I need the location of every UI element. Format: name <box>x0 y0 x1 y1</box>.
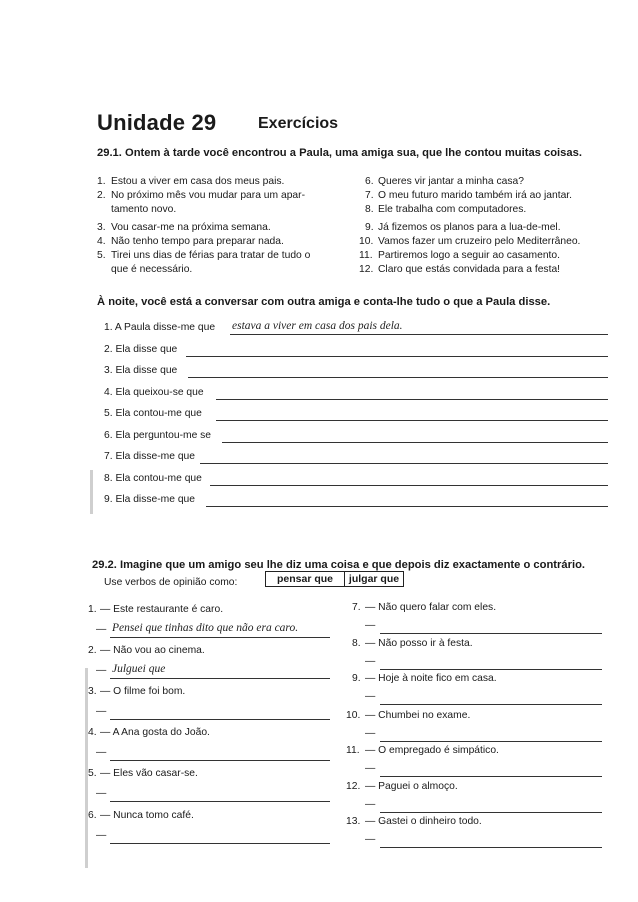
answer-line[interactable] <box>186 356 608 357</box>
reply-line[interactable] <box>110 719 330 720</box>
handwritten-reply: Julguei que <box>112 663 166 675</box>
reply-dash: — <box>365 620 376 631</box>
statement-number: 6. <box>365 176 374 187</box>
reply-line[interactable] <box>380 741 602 742</box>
statement-number: 8. <box>365 204 374 215</box>
statement-text: Vamos fazer um cruzeiro pelo Mediterrâneo. <box>378 236 581 247</box>
reply-dash: — <box>96 665 107 676</box>
dialogue-prompt: — Não quero falar com eles. <box>365 602 497 613</box>
reply-dash: — <box>365 834 376 845</box>
sentence-prompt: 7. Ela disse-me que <box>104 451 196 462</box>
unit-title: Unidade 29 <box>97 110 217 135</box>
dialogue-number: 5. <box>88 768 97 779</box>
statement-text: Não tenho tempo para preparar nada. <box>111 236 284 247</box>
dialogue-prompt: — Eles vão casar-se. <box>100 768 198 779</box>
sentence-prompt: 4. Ela queixou-se que <box>104 386 204 398</box>
reply-line[interactable] <box>110 637 330 638</box>
dialogue-prompt: — Gastei o dinheiro todo. <box>365 816 482 827</box>
reply-dash: — <box>365 691 376 702</box>
statement-text: tamento novo. <box>111 204 177 215</box>
reply-dash: — <box>365 799 376 810</box>
handwritten-answer: estava a viver em casa dos pais dela. <box>232 320 403 332</box>
reply-line[interactable] <box>380 812 602 813</box>
statement-number: 9. <box>365 222 374 233</box>
answer-line[interactable] <box>216 399 608 400</box>
statement-number: 2. <box>97 190 106 201</box>
answer-line[interactable] <box>188 377 608 378</box>
statement-text: Estou a viver em casa dos meus pais. <box>111 176 285 187</box>
reply-line[interactable] <box>380 633 602 634</box>
statement-number: 5. <box>97 250 106 261</box>
dialogue-number: 4. <box>88 727 97 738</box>
dialogue-prompt: — Paguei o almoço. <box>365 781 458 792</box>
statement-text: que é necessário. <box>111 264 193 275</box>
reply-line[interactable] <box>380 776 602 777</box>
answer-line[interactable] <box>206 506 608 507</box>
reply-line[interactable] <box>110 843 330 844</box>
statement-number: 7. <box>365 190 374 201</box>
dialogue-prompt: — O filme foi bom. <box>100 686 186 697</box>
dialogue-number: 10. <box>346 710 361 721</box>
reply-dash: — <box>96 830 107 841</box>
statement-number: 11. <box>359 250 373 261</box>
reply-line[interactable] <box>380 704 602 705</box>
statement-number: 1. <box>97 176 106 187</box>
reply-dash: — <box>365 763 376 774</box>
reply-line[interactable] <box>110 678 330 679</box>
statement-text: Ele trabalha com computadores. <box>378 204 527 215</box>
statement-number: 10. <box>359 236 374 247</box>
reply-dash: — <box>96 624 107 635</box>
statement-text: Já fizemos os planos para a lua-de-mel. <box>378 222 561 233</box>
dialogue-number: 3. <box>88 686 97 697</box>
reply-dash: — <box>96 747 107 758</box>
answer-line[interactable] <box>210 485 608 486</box>
dialogue-prompt: — Não vou ao cinema. <box>100 645 205 656</box>
sentence-prompt: 5. Ela contou-me que <box>104 408 202 419</box>
dialogue-prompt: — Não posso ir à festa. <box>365 638 473 649</box>
reply-dash: — <box>365 656 376 667</box>
sentence-prompt: 8. Ela contou-me que <box>104 472 202 484</box>
reply-dash: — <box>365 728 376 739</box>
dialogue-number: 1. <box>88 604 97 615</box>
statement-text: Vou casar-me na próxima semana. <box>111 222 271 233</box>
sentence-prompt: 1. A Paula disse-me que <box>104 322 216 333</box>
dialogue-number: 9. <box>352 673 361 684</box>
answer-line[interactable] <box>200 463 608 464</box>
answer-line[interactable] <box>216 420 608 421</box>
statement-text: Queres vir jantar a minha casa? <box>378 176 524 187</box>
statement-text: Partiremos logo a seguir ao casamento. <box>378 250 561 261</box>
statement-text: Tirei uns dias de férias para tratar de tudo o <box>111 250 311 261</box>
reply-line[interactable] <box>110 760 330 761</box>
sentence-prompt: 6. Ela perguntou-me se <box>104 429 212 441</box>
sentence-prompt: 3. Ela disse que <box>104 365 178 376</box>
reply-dash: — <box>96 706 107 717</box>
dialogue-number: 13. <box>346 816 361 827</box>
dialogue-number: 2. <box>88 645 97 656</box>
verb-box-julgar: julgar que <box>344 571 404 587</box>
statement-number: 3. <box>97 222 106 233</box>
dialogue-prompt: — Hoje à noite fico em casa. <box>365 673 497 684</box>
statement-text: No próximo mês vou mudar para um apar- <box>111 190 306 201</box>
scan-edge-mark-2 <box>85 668 88 868</box>
exercise-1-heading: 29.1. Ontem à tarde você encontrou a Paula, uma amiga sua, que lhe contou muitas coisas. <box>97 147 582 159</box>
sentence-prompt: 9. Ela disse-me que <box>104 494 196 505</box>
statement-text: Claro que estás convidada para a festa! <box>378 264 561 275</box>
dialogue-number: 12. <box>346 781 361 792</box>
reply-dash: — <box>96 788 107 799</box>
dialogue-number: 6. <box>88 810 97 821</box>
exercise-1-subheading: À noite, você está a conversar com outra amiga e conta-lhe tudo o que a Paula disse. <box>97 296 551 308</box>
reply-line[interactable] <box>110 801 330 802</box>
dialogue-prompt: — O empregado é simpático. <box>365 745 499 756</box>
handwritten-reply: Pensei que tinhas dito que não era caro. <box>112 622 299 634</box>
verb-box-pensar: pensar que <box>265 571 345 587</box>
dialogue-number: 8. <box>352 638 361 649</box>
dialogue-number: 7. <box>352 602 361 613</box>
exercise-2-heading: 29.2. Imagine que um amigo seu lhe diz uma coisa e que depois diz exactamente o contrário. <box>92 559 586 571</box>
statement-number: 12. <box>359 264 374 275</box>
sentence-prompt: 2. Ela disse que <box>104 343 178 355</box>
statement-number: 4. <box>97 236 106 247</box>
reply-line[interactable] <box>380 669 602 670</box>
reply-line[interactable] <box>380 847 602 848</box>
dialogue-prompt: — Este restaurante é caro. <box>100 604 224 615</box>
dialogue-prompt: — Chumbei no exame. <box>365 710 471 721</box>
dialogue-prompt: — Nunca tomo café. <box>100 810 194 821</box>
scan-edge-mark <box>90 470 93 514</box>
answer-line[interactable] <box>222 442 608 443</box>
dialogue-number: 11. <box>346 745 360 756</box>
answer-line[interactable] <box>230 334 608 335</box>
statement-text: O meu futuro marido também irá ao jantar. <box>378 190 573 201</box>
exercise-2-instruction: Use verbos de opinião como: <box>104 577 238 588</box>
section-title: Exercícios <box>258 115 339 132</box>
dialogue-prompt: — A Ana gosta do João. <box>100 727 210 738</box>
